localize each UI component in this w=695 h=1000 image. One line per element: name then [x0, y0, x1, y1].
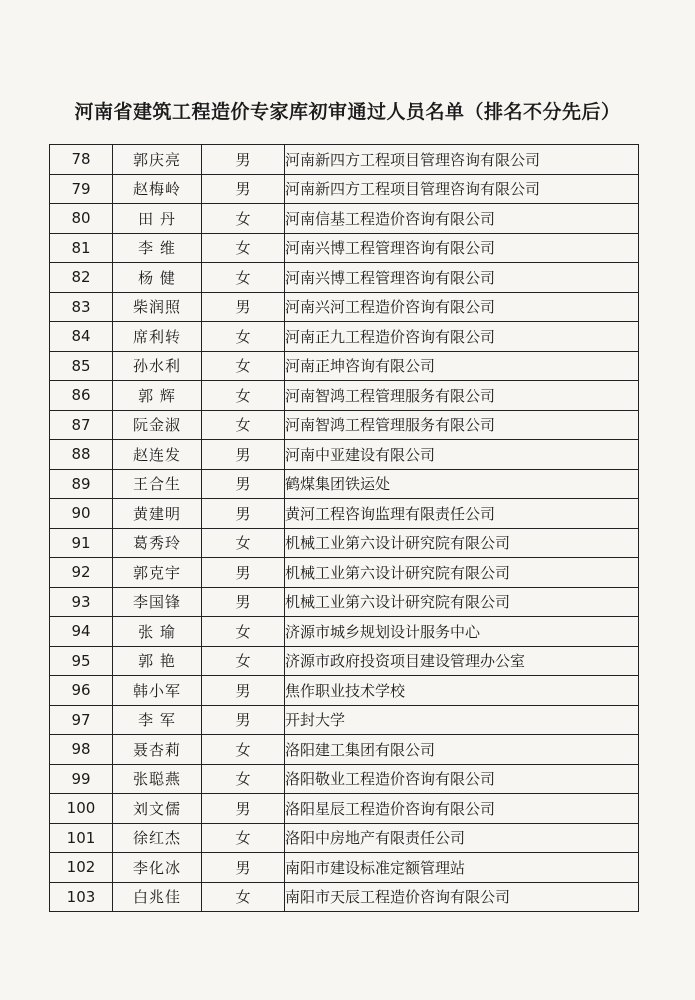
document-title: 河南省建筑工程造价专家库初审通过人员名单（排名不分先后）: [74, 101, 621, 123]
row-number: 93: [50, 587, 113, 617]
roster-table: [49, 144, 639, 912]
person-organization: 开封大学: [285, 705, 639, 735]
row-number: 92: [50, 558, 113, 588]
person-organization: 鹤煤集团铁运处: [285, 469, 639, 499]
person-organization: 河南兴博工程管理咨询有限公司: [285, 233, 639, 263]
person-name: 赵连发: [113, 440, 202, 470]
person-organization: 河南智鸿工程管理服务有限公司: [285, 410, 639, 440]
person-name: 张 瑜: [113, 617, 202, 647]
table-row: [50, 174, 639, 204]
person-name: 柴润照: [113, 292, 202, 322]
person-gender: 女: [202, 322, 285, 352]
person-gender: 女: [202, 381, 285, 411]
person-organization: 洛阳敬业工程造价咨询有限公司: [285, 764, 639, 794]
person-gender: 女: [202, 617, 285, 647]
row-number: 102: [50, 853, 113, 883]
roster-body: [50, 145, 639, 912]
person-organization: 黄河工程咨询监理有限责任公司: [285, 499, 639, 529]
table-row: [50, 410, 639, 440]
person-organization: 济源市政府投资项目建设管理办公室: [285, 646, 639, 676]
row-number: 103: [50, 882, 113, 912]
row-number: 85: [50, 351, 113, 381]
person-gender: 男: [202, 558, 285, 588]
row-number: 90: [50, 499, 113, 529]
person-name: 赵梅岭: [113, 174, 202, 204]
person-organization: 济源市城乡规划设计服务中心: [285, 617, 639, 647]
table-row: [50, 587, 639, 617]
table-row: [50, 322, 639, 352]
person-name: 韩小军: [113, 676, 202, 706]
table-row: [50, 735, 639, 765]
person-name: 白兆佳: [113, 882, 202, 912]
table-row: [50, 469, 639, 499]
person-organization: 河南信基工程造价咨询有限公司: [285, 204, 639, 234]
table-row: [50, 145, 639, 175]
person-organization: 河南兴河工程造价咨询有限公司: [285, 292, 639, 322]
person-organization: 河南中亚建设有限公司: [285, 440, 639, 470]
person-name: 黄建明: [113, 499, 202, 529]
person-name: 郭克宇: [113, 558, 202, 588]
table-row: [50, 233, 639, 263]
person-gender: 女: [202, 735, 285, 765]
row-number: 79: [50, 174, 113, 204]
row-number: 83: [50, 292, 113, 322]
row-number: 96: [50, 676, 113, 706]
person-gender: 女: [202, 351, 285, 381]
row-number: 88: [50, 440, 113, 470]
person-gender: 男: [202, 174, 285, 204]
person-name: 郭庆亮: [113, 145, 202, 175]
person-name: 李 军: [113, 705, 202, 735]
person-name: 刘文儒: [113, 794, 202, 824]
person-organization: 南阳市建设标准定额管理站: [285, 853, 639, 883]
table-row: [50, 853, 639, 883]
table-row: [50, 823, 639, 853]
row-number: 80: [50, 204, 113, 234]
row-number: 98: [50, 735, 113, 765]
table-row: [50, 440, 639, 470]
person-gender: 男: [202, 469, 285, 499]
row-number: 78: [50, 145, 113, 175]
row-number: 94: [50, 617, 113, 647]
person-organization: 机械工业第六设计研究院有限公司: [285, 558, 639, 588]
person-gender: 男: [202, 145, 285, 175]
person-organization: 河南智鸿工程管理服务有限公司: [285, 381, 639, 411]
table-row: [50, 764, 639, 794]
table-row: [50, 381, 639, 411]
table-row: [50, 558, 639, 588]
person-gender: 女: [202, 528, 285, 558]
row-number: 89: [50, 469, 113, 499]
table-row: [50, 292, 639, 322]
table-row: [50, 882, 639, 912]
row-number: 97: [50, 705, 113, 735]
person-gender: 女: [202, 823, 285, 853]
row-number: 86: [50, 381, 113, 411]
row-number: 95: [50, 646, 113, 676]
person-name: 席利转: [113, 322, 202, 352]
row-number: 84: [50, 322, 113, 352]
person-name: 阮金淑: [113, 410, 202, 440]
person-gender: 女: [202, 410, 285, 440]
table-row: [50, 646, 639, 676]
person-name: 葛秀玲: [113, 528, 202, 558]
person-gender: 女: [202, 764, 285, 794]
person-gender: 男: [202, 676, 285, 706]
person-gender: 女: [202, 233, 285, 263]
person-organization: 洛阳星辰工程造价咨询有限公司: [285, 794, 639, 824]
person-name: 王合生: [113, 469, 202, 499]
person-name: 杨 健: [113, 263, 202, 293]
person-name: 李化冰: [113, 853, 202, 883]
person-gender: 男: [202, 499, 285, 529]
row-number: 99: [50, 764, 113, 794]
person-organization: 河南兴博工程管理咨询有限公司: [285, 263, 639, 293]
person-organization: 机械工业第六设计研究院有限公司: [285, 528, 639, 558]
person-name: 张聪燕: [113, 764, 202, 794]
person-organization: 河南正坤咨询有限公司: [285, 351, 639, 381]
person-organization: 河南新四方工程项目管理咨询有限公司: [285, 174, 639, 204]
person-name: 郭 艳: [113, 646, 202, 676]
person-gender: 男: [202, 440, 285, 470]
table-row: [50, 204, 639, 234]
person-gender: 男: [202, 292, 285, 322]
person-name: 徐红杰: [113, 823, 202, 853]
person-gender: 男: [202, 705, 285, 735]
row-number: 82: [50, 263, 113, 293]
table-row: [50, 263, 639, 293]
person-gender: 女: [202, 263, 285, 293]
person-organization: 机械工业第六设计研究院有限公司: [285, 587, 639, 617]
person-gender: 男: [202, 794, 285, 824]
person-gender: 男: [202, 587, 285, 617]
person-name: 李国锋: [113, 587, 202, 617]
person-organization: 洛阳中房地产有限责任公司: [285, 823, 639, 853]
person-organization: 洛阳建工集团有限公司: [285, 735, 639, 765]
table-row: [50, 528, 639, 558]
row-number: 101: [50, 823, 113, 853]
person-name: 田 丹: [113, 204, 202, 234]
person-gender: 男: [202, 853, 285, 883]
row-number: 100: [50, 794, 113, 824]
person-name: 李 维: [113, 233, 202, 263]
person-organization: 焦作职业技术学校: [285, 676, 639, 706]
person-gender: 女: [202, 204, 285, 234]
person-organization: 南阳市天辰工程造价咨询有限公司: [285, 882, 639, 912]
row-number: 87: [50, 410, 113, 440]
person-organization: 河南新四方工程项目管理咨询有限公司: [285, 145, 639, 175]
table-row: [50, 794, 639, 824]
table-row: [50, 705, 639, 735]
person-name: 聂杏莉: [113, 735, 202, 765]
person-gender: 女: [202, 882, 285, 912]
person-gender: 女: [202, 646, 285, 676]
table-row: [50, 351, 639, 381]
person-name: 郭 辉: [113, 381, 202, 411]
row-number: 91: [50, 528, 113, 558]
table-row: [50, 676, 639, 706]
person-organization: 河南正九工程造价咨询有限公司: [285, 322, 639, 352]
table-row: [50, 617, 639, 647]
table-row: [50, 499, 639, 529]
row-number: 81: [50, 233, 113, 263]
person-name: 孙水利: [113, 351, 202, 381]
